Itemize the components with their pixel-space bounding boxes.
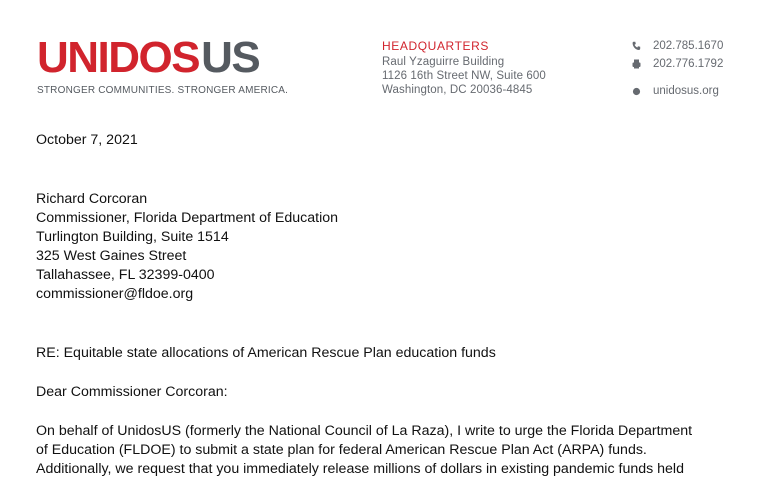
fax-icon [632, 59, 641, 70]
unidosus-logo [37, 33, 260, 82]
address-line-1: Raul Yzaguirre Building [382, 56, 505, 68]
web-contact [632, 85, 719, 97]
letter-salutation: Dear Commissioner Corcoran: [36, 384, 228, 400]
body-line-3: Additionally, we request that you immediately release millions of dollars in existing pandemic funds held [36, 461, 684, 477]
tagline: STRONGER COMMUNITIES. STRONGER AMERICA. [37, 85, 289, 96]
web-icon [632, 86, 641, 97]
phone-number: 202.785.1670 [653, 40, 724, 52]
recipient-city: Tallahassee, FL 32399-0400 [36, 267, 215, 283]
recipient-street: 325 West Gaines Street [36, 248, 187, 264]
recipient-email[interactable]: commissioner@fldoe.org [36, 286, 194, 302]
fax-number: 202.776.1792 [653, 58, 724, 70]
body-line-1: On behalf of UnidosUS (formerly the National Council of La Raza), I write to urge the Florida Department [36, 423, 693, 439]
body-line-2: of Education (FLDOE) to submit a state plan for federal American Rescue Plan Act (ARPA) funds. [36, 442, 647, 458]
headquarters-label: HEADQUARTERS [382, 39, 489, 53]
website-link[interactable]: unidosus.org [653, 85, 719, 97]
logo-unidos: UNIDOS [37, 33, 200, 82]
phone-icon [632, 41, 641, 52]
logo-us: US [201, 33, 260, 82]
recipient-building: Turlington Building, Suite 1514 [36, 229, 229, 245]
recipient-name: Richard Corcoran [36, 191, 148, 207]
recipient-title: Commissioner, Florida Department of Education [36, 210, 339, 226]
address-line-3: Washington, DC 20036-4845 [382, 84, 533, 96]
letter-subject: RE: Equitable state allocations of American Rescue Plan education funds [36, 345, 496, 361]
phone-contact [632, 40, 723, 52]
fax-contact [632, 58, 723, 70]
letter-date: October 7, 2021 [36, 132, 138, 148]
address-line-2: 1126 16th Street NW, Suite 600 [382, 70, 546, 82]
